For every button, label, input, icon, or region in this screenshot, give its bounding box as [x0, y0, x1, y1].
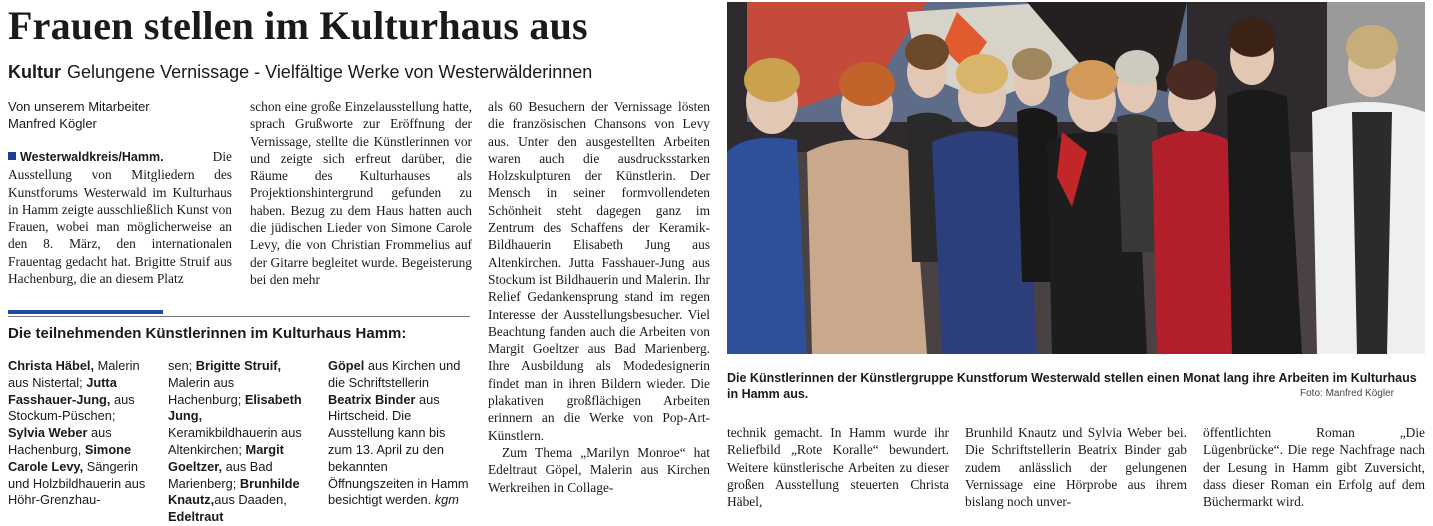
subhead-text: Gelungene Vernissage - Vielfältige Werke von Westerwälderinnen: [67, 62, 593, 82]
artist-name: Elisabeth Jung,: [168, 391, 302, 424]
artist-description: aus Bad Marienberg;: [168, 458, 273, 491]
article-column-1: [8, 148, 232, 287]
column-3-paragraph-1: als 60 Besuchern der Vernissage lösten die französischen Chansons von Levy aus. Unter den ausgestellten Arbeiten waren auch die ausdrucksstarken Holzskulpturen der Künstlerin. Der Mensch in seiner formvollendeten Schönheit steht dagegen ganz im Zentrum des Schaffens der Keramik-Bildhauerin Elisabeth Jung aus Altenkirchen. Jutta Fasshauer-Jung aus Stockum ist Bildhauerin und Malerin. Ihr Relief Gedankensprung stand im regen Interesse der Ausstellungsbesucher. Viel Beachtung fanden auch die Arbeiten von Margit Goeltzer aus Bad Marienberg. Ihre Ausbildung als Modedesignerin findet man in ihren Bildern wieder. Die plakativen großflächigen Arbeiten erinnern an die Werke von Pop-Art-Künstlern.: [488, 99, 710, 443]
artist-name: Brigitte Struif,: [195, 358, 282, 373]
sidebar-divider: [8, 316, 470, 317]
photo-credit: Foto: Manfred Kögler: [1300, 388, 1394, 399]
article-column-5: Brunhild Knautz und Sylvia Weber bei. Die Schriftstellerin Beatrix Binder gab zudem anlässlich der gelungenen Vernissage eine Hörprobe aus ihrem bislang noch unver-: [965, 425, 1187, 510]
artist-name: Göpel: [328, 358, 365, 373]
column-3-paragraph-2: Zum Thema „Marilyn Monroe“ hat Edeltraut Göpel, Malerin aus Kirchen Werkreihen in Collage-: [488, 444, 710, 495]
column-1-text: Die Ausstellung von Mitgliedern des Kunstforums Westerwald im Kulturhaus in Hamm zeigte ausschließlich Kunst von Frauen, wobei man möglicherweise an den 8. März, den internationalen Frauentag gedacht hat. Brigitte Struif aus Hachenburg, die an diesem Platz: [8, 149, 232, 287]
artist-description: aus Kirchen und die Schriftstellerin: [328, 358, 461, 390]
sidebar-title: Die teilnehmenden Künstlerinnen im Kulturhaus Hamm:: [8, 325, 407, 342]
dateline-marker-icon: [8, 152, 16, 160]
group-photo: [727, 2, 1425, 354]
author-signoff: kgm: [434, 492, 459, 508]
artist-description: aus Stockum-Püschen;: [8, 391, 135, 424]
sidebar-column-3: [328, 358, 470, 509]
dateline: Westerwaldkreis/Hamm.: [20, 150, 164, 164]
article-column-3: [488, 98, 710, 496]
artist-description: Sängerin und Holzbildhauerin aus Höhr-Grenzhau-: [8, 458, 146, 508]
artist-name: Sylvia Weber: [8, 425, 88, 441]
byline-author: Manfred Kögler: [8, 116, 97, 131]
artist-name: Brunhilde Knautz,: [168, 475, 300, 508]
column-2-text: schon eine große Einzelausstellung hatte, sprach Grußworte zur Eröffnung der Vernissage, stellte die Künstlerinnen vor und zeigte sich erfreut darüber, die Räume des Kulturhauses als Projektionshintergrund gefunden zu haben. Bezug zu dem Haus hatten auch die jüdischen Lieder von Simone Carole Levy, die von Christian Frommelius auf der Gitarre begleitet wurde. Begeisterung bei den mehr: [250, 99, 472, 287]
artist-name: Edeltraut: [168, 509, 224, 525]
article-column-2: [250, 98, 472, 288]
artist-description: Keramikbildhauerin aus Altenkirchen;: [168, 425, 302, 457]
artist-description: Malerin aus Nistertal;: [8, 358, 140, 390]
artist-description: sen;: [168, 358, 196, 373]
artist-description: aus Hachenburg,: [8, 425, 112, 457]
artist-name: Christa Häbel,: [8, 358, 95, 373]
headline: Frauen stellen im Kulturhaus aus: [8, 3, 588, 48]
article-column-4: technik gemacht. In Hamm wurde ihr Reliefbild „Rote Koralle“ bewundert. Weitere künstlerische Arbeiten zu dieser großen Ausstellung steuerten Christa Häbel,: [727, 425, 949, 510]
photo-caption: Die Künstlerinnen der Künstlergruppe Kunstforum Westerwald stellen einen Monat lang ihre Arbeiten im Kulturhaus in Hamm aus.: [727, 371, 1417, 401]
artist-description: Malerin aus Hachenburg;: [168, 374, 245, 407]
byline: [8, 98, 238, 132]
artist-name: Beatrix Binder: [328, 391, 416, 407]
byline-line1: Von unserem Mitarbeiter: [8, 99, 150, 114]
sidebar-accent-bar: [8, 310, 163, 314]
subhead-kicker: Kultur: [8, 62, 61, 82]
artist-name: Margit Goeltzer,: [168, 441, 284, 474]
artist-description: aus Hirtscheid. Die Ausstellung kann bis zum 13. April zu den bekannten Öffnungszeiten in Hamm besichtigt werden.: [328, 391, 469, 508]
sidebar-column-1: [8, 358, 150, 509]
article-column-6: öffentlichten Roman „Die Lügenbrücke“. Die rege Nachfrage nach der Lesung in Hamm gibt Zuversicht, dass dieser Roman ein Erfolg auf dem Büchermarkt wird.: [1203, 425, 1425, 510]
artist-name: Jutta Fasshauer-Jung,: [8, 374, 117, 407]
sidebar-column-2: [168, 358, 308, 526]
artist-description: aus Daaden,: [214, 492, 287, 508]
subheadline: [8, 62, 592, 83]
artist-name: Simone Carole Levy,: [8, 441, 132, 474]
